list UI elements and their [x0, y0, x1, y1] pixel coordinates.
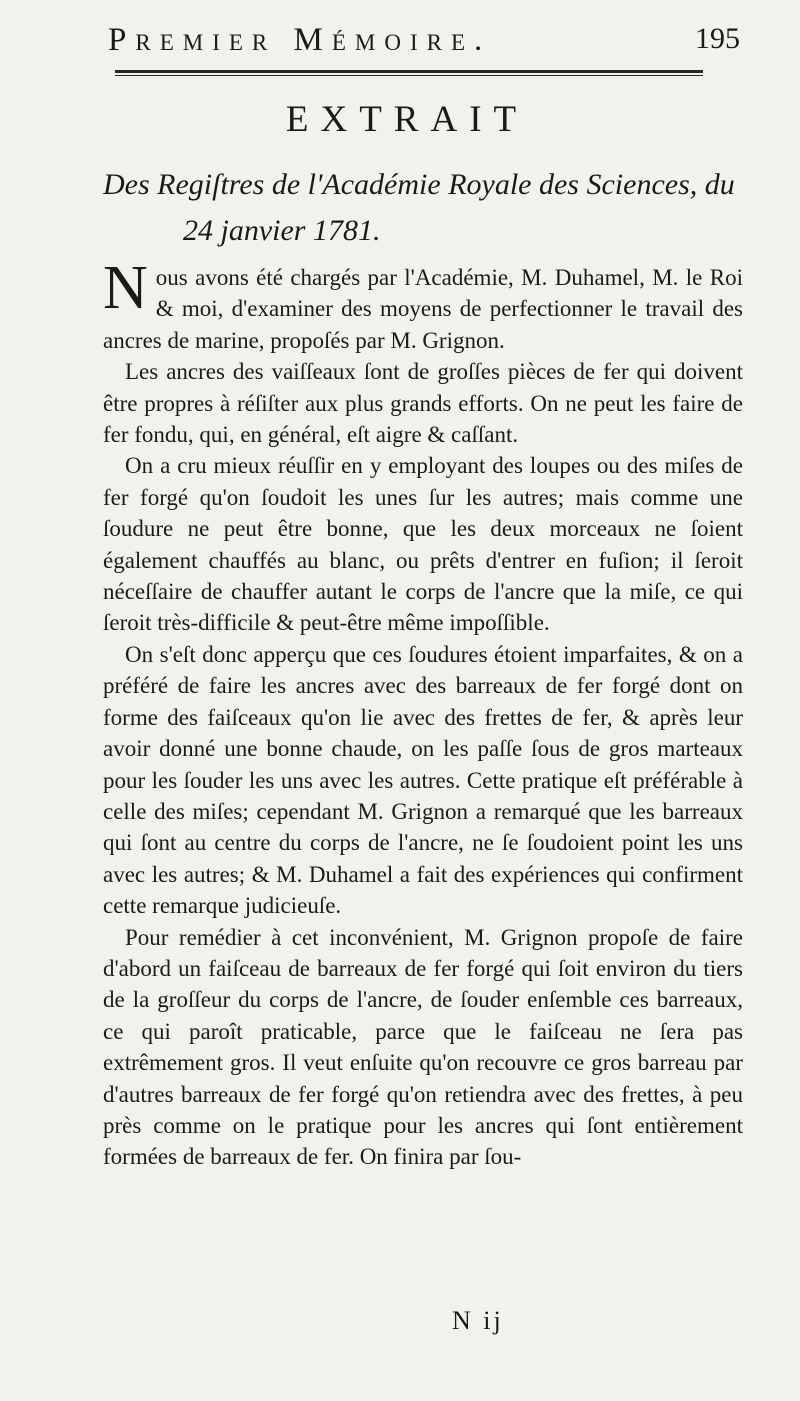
paragraph-3: On a cru mieux réuſſir en y employant des loupes ou des miſes de fer forgé qu'on ſoudoit les unes ſur les autres; mais comme une ſoudure ne peut être bonne, que les deux morceaux ne ſoient également chauffés au blanc, ou prêts d'entrer en fuſion; il ſeroit néceſſaire de chauffer autant le corps de l'ancre que la miſe, ce qui ſeroit très-difficile & peut-être même impoſſible.	[103, 453, 743, 636]
signature-mark: N ij	[452, 1306, 504, 1335]
paragraph-1	[103, 254, 743, 356]
paragraph-2: Les ancres des vaiſſeaux ſont de groſſes pièces de fer qui doivent être propres à réſiſter aux plus grands efforts. On ne peut les faire de fer fondu, qui, en général, eſt aigre & caſſant.	[103, 359, 743, 448]
drop-cap: N	[103, 254, 148, 322]
page-number: 195	[695, 22, 740, 55]
subtitle-line-2: 24 janvier 1781.	[183, 214, 381, 247]
body-text	[103, 254, 743, 1173]
paragraph-4: On s'eſt donc apperçu que ces ſoudures étoient imparfaites, & on a préféré de faire les ancres avec des barreaux de fer forgé dont on forme des faiſceaux qu'on lie avec des frettes de fer, & après leur avoir donné une bonne chaude, on les paſſe ſous de gros marteaux pour les ſouder les uns avec les autres. Cette pratique eſt préférable à celle des miſes; cependant M. Grignon a remarqué que les barreaux qui ſont au centre du corps de l'ancre, ne ſe ſoudoient point les uns avec les autres; & M. Duhamel a fait des expériences qui confirment cette remarque judicieuſe.	[103, 641, 743, 919]
section-heading: EXTRAIT	[285, 99, 529, 140]
paragraph-1-text: ous avons été chargés par l'Académie, M. Duhamel, M. le Roi & moi, d'examiner des moyens de perfectionner le travail des ancres de marine, propoſés par M. Grignon.	[103, 265, 743, 353]
running-head	[100, 12, 740, 68]
paragraph-5: Pour remédier à cet inconvénient, M. Grignon propoſe de faire d'abord un faiſceau de barreaux de fer forgé qui ſoit environ du tiers de la groſſeur du corps de l'ancre, de ſouder enſemble ces barreaux, ce qui paroît praticable, parce que le faiſceau ne ſera pas extrêmement gros. Il veut enſuite qu'on recouvre ce gros barreau par d'autres barreaux de fer forgé qu'on retiendra avec des frettes, à peu près comme on le pratique pour les ancres qui ſont entièrement formées de barreaux de fer. On finira par ſou-	[103, 924, 743, 1170]
header-rule	[115, 70, 703, 76]
subtitle-line-1: Des Regiſtres de l'Académie Royale des Sciences, du	[103, 168, 735, 201]
section-subtitle	[103, 162, 743, 254]
running-head-title: Premier Mémoire.	[108, 22, 492, 58]
